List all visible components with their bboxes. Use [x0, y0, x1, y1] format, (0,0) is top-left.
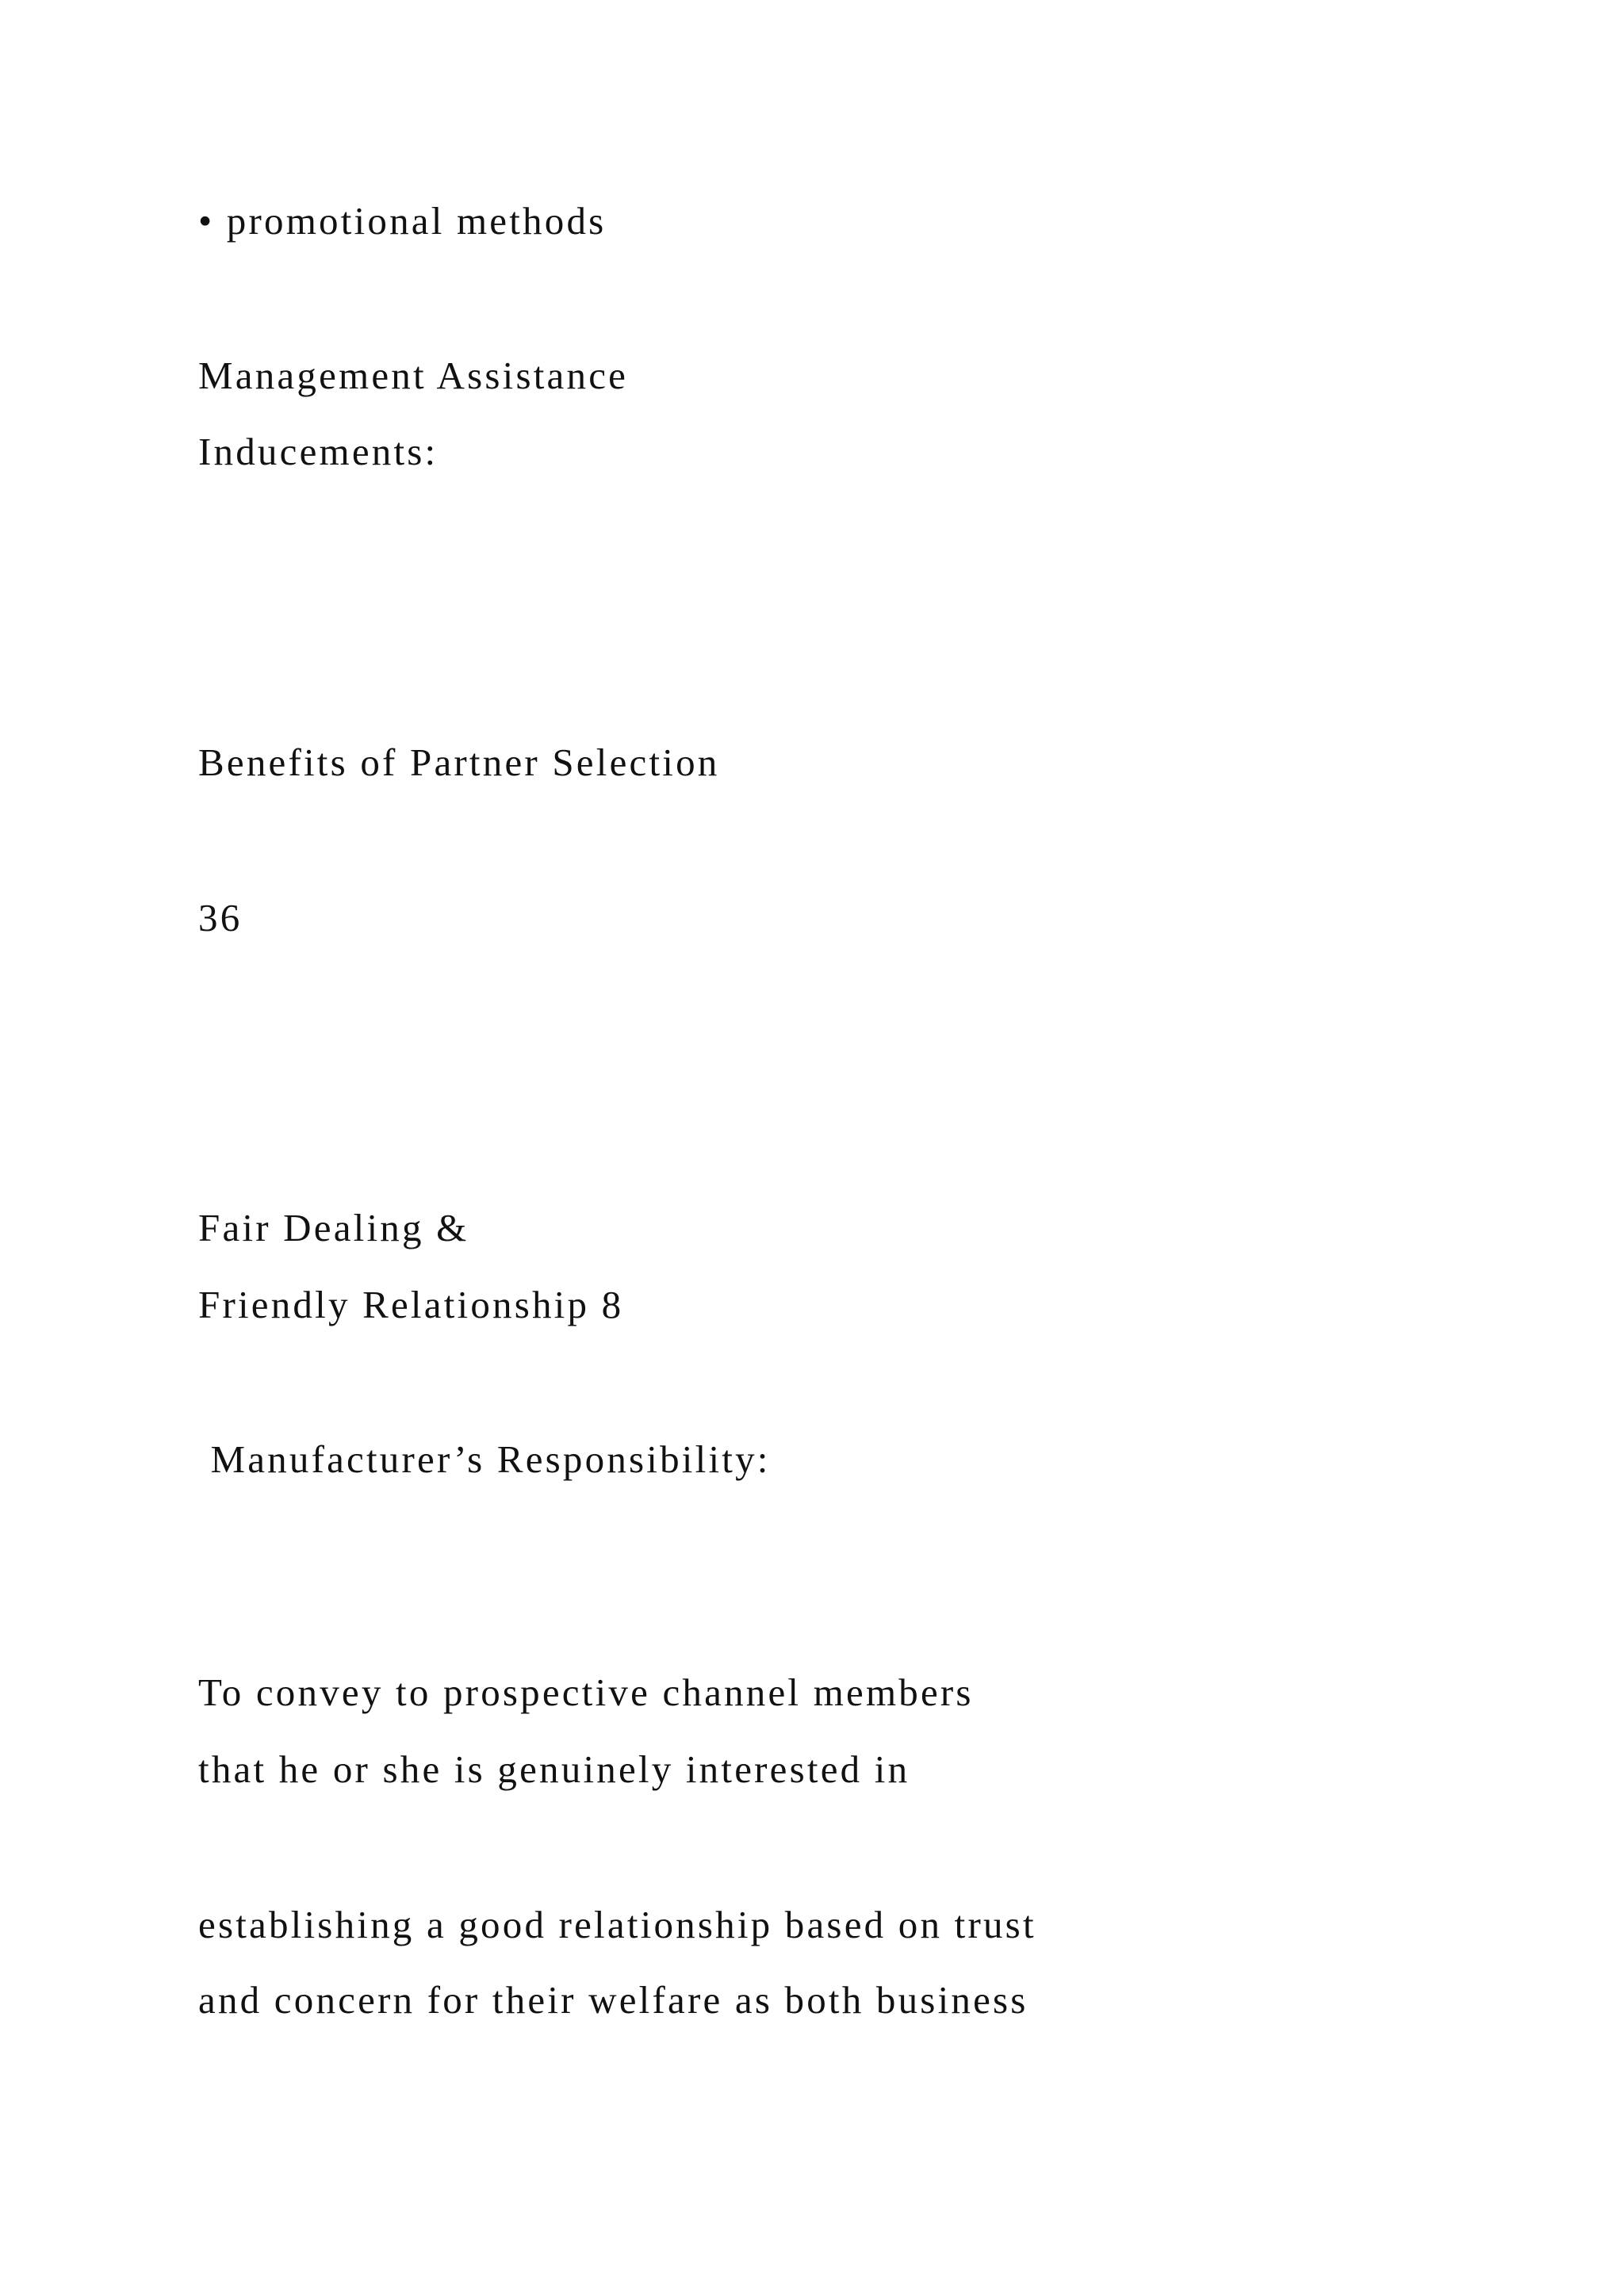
- heading-manufacturer-responsibility: Manufacturer’s Responsibility:: [198, 1437, 771, 1481]
- heading-fair-dealing: Fair Dealing &: [198, 1206, 469, 1249]
- heading-management-assistance: Management Assistance: [198, 354, 629, 397]
- bullet-promotional-methods: • promotional methods: [198, 199, 607, 243]
- body-text-line: establishing a good relationship based on trust: [198, 1903, 1036, 1946]
- heading-inducements: Inducements:: [198, 430, 439, 473]
- body-text-line: that he or she is genuinely interested in: [198, 1747, 910, 1791]
- body-text-line: To convey to prospective channel members: [198, 1670, 974, 1714]
- body-text-line: and concern for their welfare as both business: [198, 1978, 1028, 2022]
- heading-friendly-relationship: Friendly Relationship 8: [198, 1283, 624, 1326]
- heading-benefits-partner-selection: Benefits of Partner Selection: [198, 740, 720, 784]
- page-number: 36: [198, 896, 243, 939]
